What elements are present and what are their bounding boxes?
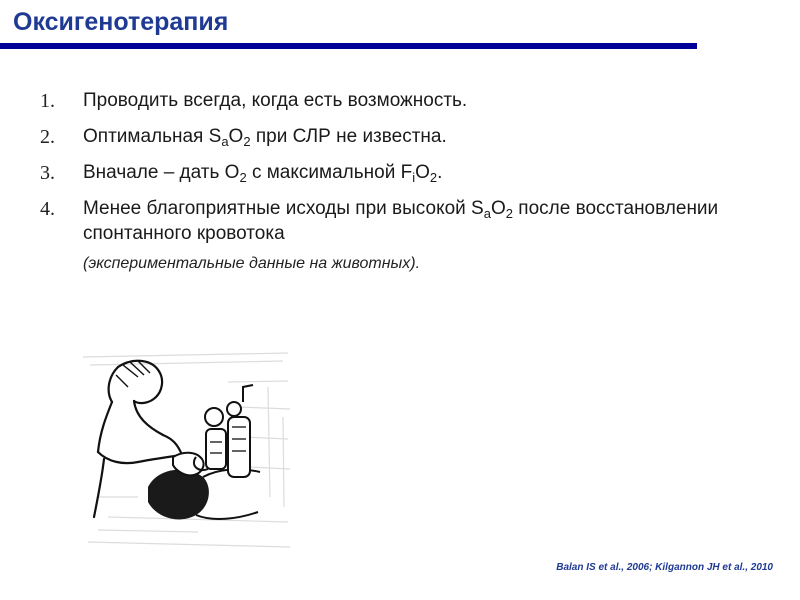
list-number: 2.: [40, 126, 55, 148]
list-number: 3.: [40, 162, 55, 184]
numbered-list: [40, 88, 780, 287]
citation: Balan IS et al., 2006; Kilgannon JH et al., 2010: [556, 562, 773, 573]
list-item: [40, 88, 780, 113]
list-item: [40, 160, 780, 185]
list-item-text: Менее благоприятные исходы при высокой $S_aO_2$ после восстановлении спонтанного кровотока (экспериментальные данные на животных).: [83, 196, 780, 276]
list-number: 1.: [40, 90, 55, 112]
slide-title: Оксигенотерапия: [13, 8, 229, 36]
title-underline: [0, 43, 697, 49]
resuscitation-oxygen-icon: [78, 347, 298, 557]
footnote-note: (экспериментальные данные на животных).: [83, 255, 421, 272]
list-number: 4.: [40, 198, 55, 220]
list-item-text: Оптимальная $S_aO_2$ при СЛР не известна.: [83, 126, 447, 149]
list-item: [40, 196, 780, 276]
resuscitation-oxygen-illustration: [78, 347, 298, 557]
list-item-text: Вначале – дать $О_2$ с максимальной $F_iO_2$.: [83, 162, 443, 185]
list-item-text: Проводить всегда, когда есть возможность.: [83, 90, 468, 111]
list-item: [40, 124, 780, 149]
